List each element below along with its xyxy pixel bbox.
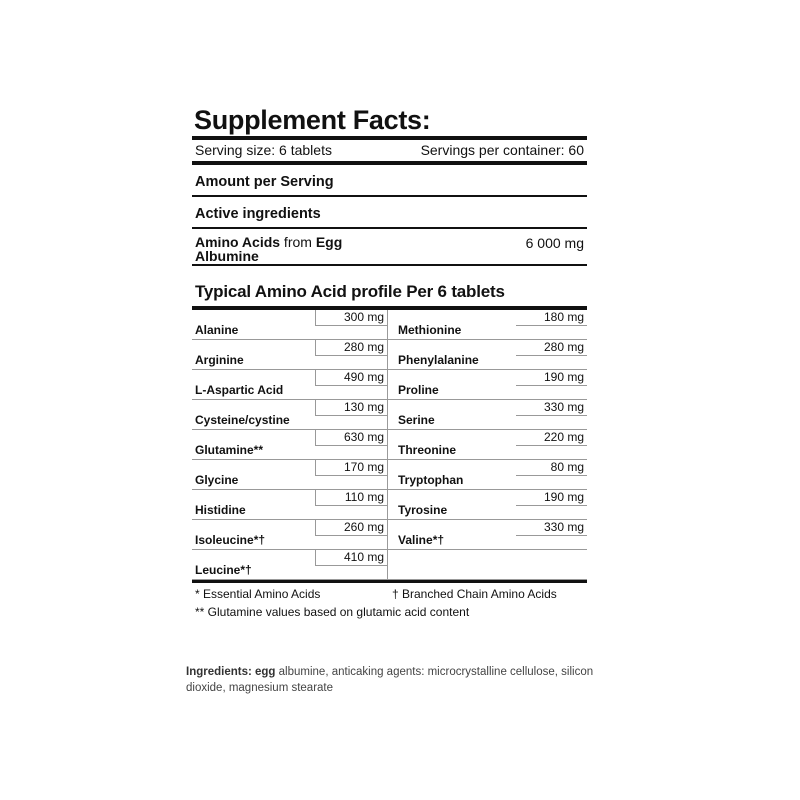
amino-acid-row bbox=[192, 400, 387, 430]
serving-info bbox=[192, 140, 587, 161]
active-ingredient-row bbox=[192, 229, 587, 264]
amino-acid-name: Cysteine/cystine bbox=[195, 413, 290, 427]
amino-acid-row bbox=[192, 490, 387, 520]
ingredients-text bbox=[186, 664, 626, 696]
amino-acid-row bbox=[388, 490, 587, 520]
amino-acid-name: Valine*† bbox=[398, 533, 445, 547]
active-ingredient-value: 6 000 mg bbox=[525, 235, 584, 251]
amino-acid-amount: 260 mg bbox=[343, 520, 384, 534]
amino-acid-name: Threonine bbox=[398, 443, 457, 457]
amino-acid-row bbox=[192, 340, 387, 370]
amino-acid-row bbox=[388, 460, 587, 490]
amino-column-right bbox=[388, 310, 587, 580]
amino-acid-amount: 300 mg bbox=[343, 310, 384, 324]
amino-acid-row bbox=[388, 430, 587, 460]
amino-acid-name: Tryptophan bbox=[398, 473, 464, 487]
amino-acid-amount: 630 mg bbox=[343, 430, 384, 444]
ingredients-label: Ingredients: egg bbox=[186, 666, 276, 678]
amino-acid-name: Glycine bbox=[195, 473, 239, 487]
footnote-essential: * Essential Amino Acids bbox=[195, 587, 321, 601]
active-ingredients-label: Active ingredients bbox=[195, 206, 321, 222]
amino-profile-title: Typical Amino Acid profile Per 6 tablets bbox=[195, 282, 505, 301]
amino-acid-name: Isoleucine*† bbox=[195, 533, 266, 547]
amino-acid-name: Glutamine** bbox=[195, 443, 264, 457]
amino-acid-amount: 180 mg bbox=[543, 310, 584, 324]
amino-acid-amount: 110 mg bbox=[344, 490, 384, 504]
amino-acid-amount: 280 mg bbox=[343, 340, 384, 354]
amino-acid-amount: 330 mg bbox=[543, 400, 584, 414]
amino-acid-row bbox=[192, 370, 387, 400]
amino-acid-name: Histidine bbox=[195, 503, 246, 517]
amino-acid-name: Phenylalanine bbox=[398, 353, 479, 367]
footnote-bcaa: † Branched Chain Amino Acids bbox=[392, 587, 557, 601]
amino-acid-name: Leucine*† bbox=[195, 563, 252, 577]
footnote-glutamine: ** Glutamine values based on glutamic acid content bbox=[195, 605, 470, 619]
footnotes-row bbox=[192, 583, 587, 602]
amino-acid-amount: 130 mg bbox=[343, 400, 384, 414]
amino-acid-row bbox=[192, 430, 387, 460]
amino-acid-name: Tyrosine bbox=[398, 503, 448, 517]
amino-acid-amount: 170 mg bbox=[343, 460, 384, 474]
panel-title: Supplement Facts: bbox=[194, 105, 431, 135]
ingredients-list: albumine, anticaking agents: microcrystalline cellulose, silicon dioxide, magnesium stearate bbox=[186, 666, 594, 694]
amino-column-left bbox=[192, 310, 388, 580]
amino-acid-table bbox=[192, 310, 587, 580]
amino-acid-row bbox=[388, 310, 587, 340]
amino-acid-row bbox=[192, 550, 387, 580]
amino-acid-name: Serine bbox=[398, 413, 435, 427]
supplement-facts-panel bbox=[192, 104, 587, 620]
amino-acid-amount: 220 mg bbox=[543, 430, 584, 444]
amino-acid-amount: 80 mg bbox=[550, 460, 584, 474]
amino-acid-name: Alanine bbox=[195, 323, 239, 337]
empty-cell bbox=[388, 550, 587, 580]
amino-acid-amount: 190 mg bbox=[543, 490, 584, 504]
amino-acid-row bbox=[192, 310, 387, 340]
amino-acid-name: L-Aspartic Acid bbox=[195, 383, 284, 397]
amino-acid-amount: 330 mg bbox=[543, 520, 584, 534]
amino-acid-name: Methionine bbox=[398, 323, 462, 337]
amino-acid-name: Arginine bbox=[195, 353, 244, 367]
servings-per-container: Servings per container: 60 bbox=[420, 142, 584, 158]
amino-acid-row bbox=[388, 520, 587, 550]
amino-acid-amount: 410 mg bbox=[343, 550, 384, 564]
amino-acid-row bbox=[388, 400, 587, 430]
amino-acid-row bbox=[192, 520, 387, 550]
active-ingredient-name: Amino Acids from Egg Albumine bbox=[195, 234, 343, 264]
amino-acid-amount: 490 mg bbox=[343, 370, 384, 384]
amino-acid-row bbox=[388, 370, 587, 400]
amino-acid-amount: 190 mg bbox=[543, 370, 584, 384]
amino-acid-row bbox=[388, 340, 587, 370]
amino-acid-amount: 280 mg bbox=[543, 340, 584, 354]
amount-per-serving-label: Amount per Serving bbox=[195, 174, 334, 190]
amino-acid-name: Proline bbox=[398, 383, 439, 397]
amino-acid-row bbox=[192, 460, 387, 490]
serving-size: Serving size: 6 tablets bbox=[195, 142, 332, 158]
